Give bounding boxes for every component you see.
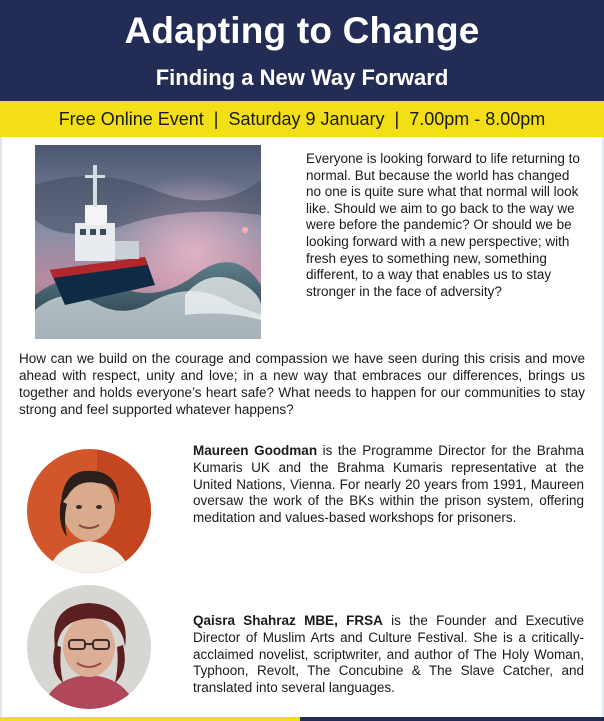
left-frame-line — [0, 137, 2, 721]
speaker-1-bio-text: is the Programme Director for the Brahma Kumaris UK and the Brahma Kumaris representative at the United Nations, Vienna. For nearly 20 years from 1991, Maureen oversaw the work of the BKs within the prison system, offering meditation and values-based workshops for prisoners. — [193, 443, 585, 526]
ship-illustration — [35, 145, 261, 339]
header — [0, 0, 604, 101]
bottom-accent-navy — [300, 717, 604, 721]
speaker-1-photo — [27, 449, 151, 573]
event-details-banner — [0, 101, 604, 137]
speaker-1-name: Maureen Goodman — [193, 443, 318, 458]
speaker-1-portrait — [27, 449, 151, 573]
speaker-2-portrait — [27, 585, 151, 709]
speaker-2-name: Qaisra Shahraz MBE, FRSA — [193, 613, 383, 628]
intro-paragraph: Everyone is looking forward to life returning to normal. But because the world has changed no one is quite sure what that normal will look like. Should we aim to go back to the way we were before the pandemic? Or should we be looking forward with a new perspective; with fresh eyes to something new, something different, to a way that enables us to stay stronger in the face of adversity? — [306, 151, 580, 299]
event-title: Adapting to Change — [124, 10, 480, 51]
speaker-2-bio — [193, 613, 584, 697]
speaker-2-photo — [27, 585, 151, 709]
bottom-accent-yellow — [0, 717, 300, 721]
speaker-2-bio-text: is the Founder and Executive Director of Muslim Arts and Culture Festival. She is a critically-acclaimed novelist, scriptwriter, and author of The Holy Woman, Typhoon, Revolt, The Concubine & The Slave Catcher, and translated into several languages. — [193, 613, 584, 696]
second-paragraph: How can we build on the courage and compassion we have seen during this crisis and move ahead with respect, unity and love; in a new way that embraces our differences, brings us together and holds everyone’s heart safe? What needs to happen for our communities to stay strong and feel supported whatever happens? — [19, 351, 585, 417]
event-details-text: Free Online Event | Saturday 9 January | 7.00pm - 8.00pm — [58, 109, 546, 129]
speaker-1-bio — [193, 443, 584, 527]
ship-in-storm-image — [35, 145, 261, 339]
event-subtitle: Finding a New Way Forward — [155, 65, 449, 90]
